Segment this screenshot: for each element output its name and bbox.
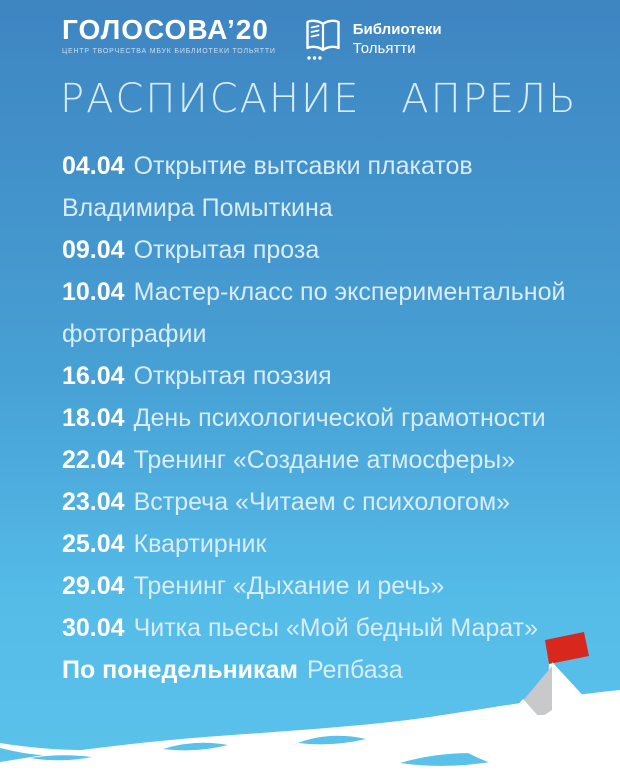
page-title: РАСПИСАНИЕ АПРЕЛЬ [60,76,578,122]
library-logo-line2: Тольятти [352,40,416,57]
event-title: Открытие вытсавки плакатов Владимира Помыткина [62,152,473,222]
event-date: 23.04 [62,488,125,516]
event-title: Тренинг «Создание атмосферы» [133,446,516,474]
golosova-logo-subtitle: ЦЕНТР ТВОРЧЕСТВА МБУК БИБЛИОТЕКИ ТОЛЬЯТТИ [62,48,276,55]
golosova-logo [62,15,276,55]
schedule-row [62,397,584,439]
event-date: 10.04 [62,278,125,306]
event-title: Открытая поэзия [133,362,332,390]
schedule-row [62,355,584,397]
schedule-row [62,523,584,565]
event-title: Тренинг «Дыхание и речь» [133,572,445,600]
schedule-row [62,229,584,271]
event-date: 30.04 [62,614,125,642]
header [62,15,442,67]
event-title: Квартирник [133,530,267,558]
event-title: Читка пьесы «Мой бедный Марат» [133,614,538,642]
event-date: 25.04 [62,530,125,558]
event-title: День психологической грамотности [133,404,546,432]
event-date: По понедельникам [62,656,298,684]
schedule-row [62,145,584,229]
event-date: 22.04 [62,446,125,474]
event-date: 29.04 [62,572,125,600]
schedule-row [62,271,584,355]
red-flag-icon [545,632,589,664]
event-title: Открытая проза [133,236,320,264]
library-logo-text [353,16,442,58]
event-title: Встреча «Читаем с психологом» [133,488,511,516]
open-book-icon [304,16,344,67]
event-title: Мастер-класс по экспериментальной фотографии [62,278,566,348]
library-logo-line1: Библиотеки [352,21,442,38]
library-logo [304,15,442,67]
event-date: 18.04 [62,404,125,432]
schedule-row [62,481,584,523]
event-date: 09.04 [62,236,125,264]
event-title: Репбаза [306,656,403,684]
sea-waves-illustration [0,600,620,775]
golosova-logo-title: ГОЛОСОВА’20 [62,14,269,45]
schedule-row [62,439,584,481]
event-date: 04.04 [62,152,125,180]
event-date: 16.04 [62,362,125,390]
